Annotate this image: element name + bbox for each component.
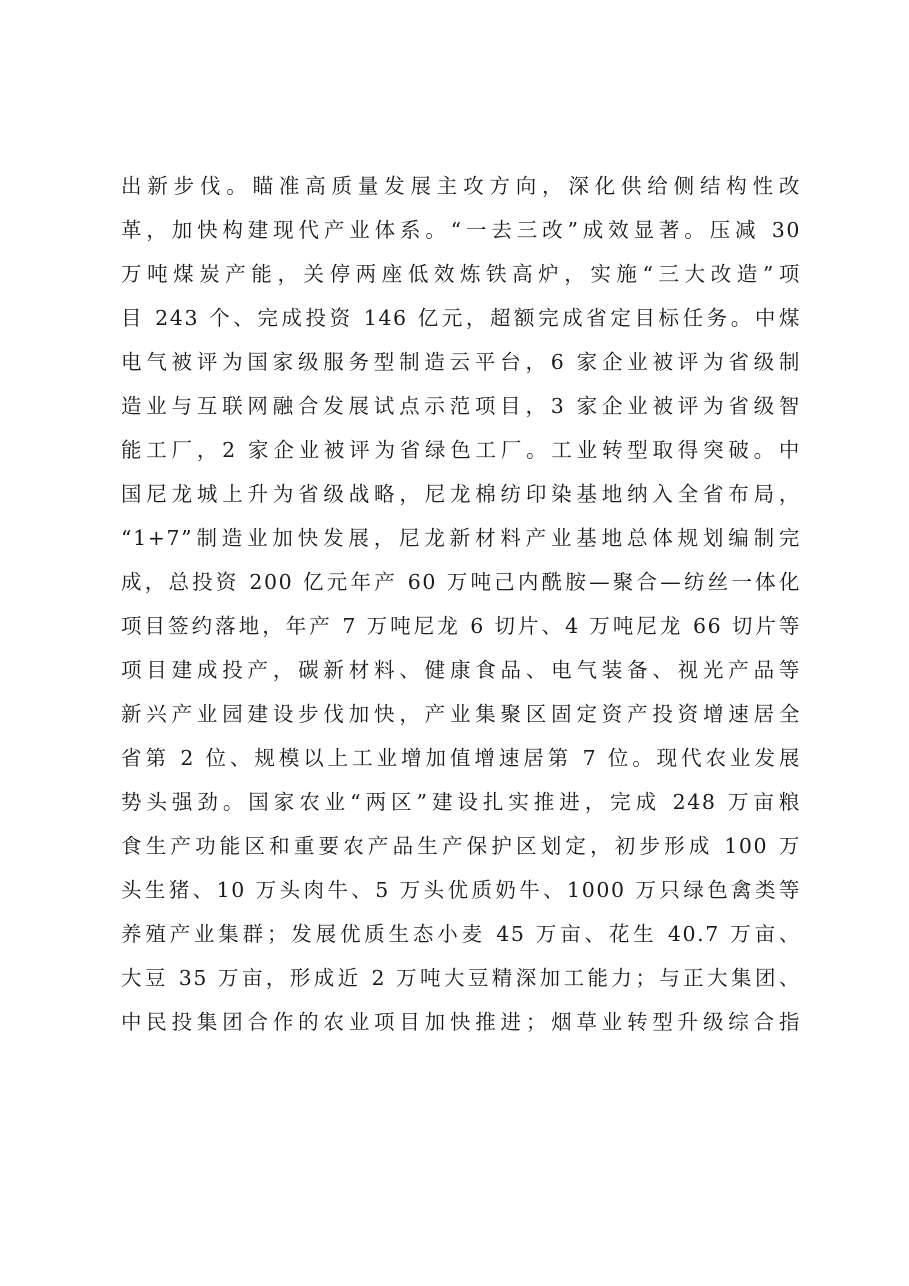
paragraph-line: “1+7”制造业加快发展，尼龙新材料产业基地总体规划编制完 [121,526,801,550]
paragraph-line: 新兴产业园建设步伐加快，产业集聚区固定资产投资增速居全 [121,702,801,726]
paragraph-line: 造业与互联网融合发展试点示范项目，3 家企业被评为省级智 [121,394,801,418]
paragraph-line: 万吨煤炭产能，关停两座低效炼铁高炉，实施“三大改造”项 [121,262,801,286]
paragraph-line: 头生猪、10 万头肉牛、5 万头优质奶牛、1000 万只绿色禽类等 [121,878,801,902]
paragraph-line: 革，加快构建现代产业体系。“一去三改”成效显著。压减 30 [121,218,801,242]
paragraph-line: 食生产功能区和重要农产品生产保护区划定，初步形成 100 万 [121,834,801,858]
paragraph-line: 成，总投资 200 亿元年产 60 万吨己内酰胺—聚合—纺丝一体化 [121,570,801,594]
paragraph-line: 项目建成投产，碳新材料、健康食品、电气装备、视光产品等 [121,658,801,682]
paragraph-line: 出新步伐。瞄准高质量发展主攻方向，深化供给侧结构性改 [121,174,801,198]
paragraph-line: 项目签约落地，年产 7 万吨尼龙 6 切片、4 万吨尼龙 66 切片等 [121,614,801,638]
paragraph-line: 大豆 35 万亩，形成近 2 万吨大豆精深加工能力；与正大集团、 [121,966,801,990]
paragraph-line: 目 243 个、完成投资 146 亿元，超额完成省定目标任务。中煤 [121,306,801,330]
paragraph-line: 国尼龙城上升为省级战略，尼龙棉纺印染基地纳入全省布局， [121,482,801,506]
paragraph-line: 省第 2 位、规模以上工业增加值增速居第 7 位。现代农业发展 [121,746,801,770]
paragraph-line: 电气被评为国家级服务型制造云平台，6 家企业被评为省级制 [121,350,801,374]
paragraph-line: 中民投集团合作的农业项目加快推进；烟草业转型升级综合指 [121,1010,801,1034]
paragraph-line: 养殖产业集群；发展优质生态小麦 45 万亩、花生 40.7 万亩、 [121,922,801,946]
paragraph-line: 势头强劲。国家农业“两区”建设扎实推进，完成 248 万亩粮 [121,790,801,814]
paragraph-line: 能工厂，2 家企业被评为省绿色工厂。工业转型取得突破。中 [121,438,801,462]
